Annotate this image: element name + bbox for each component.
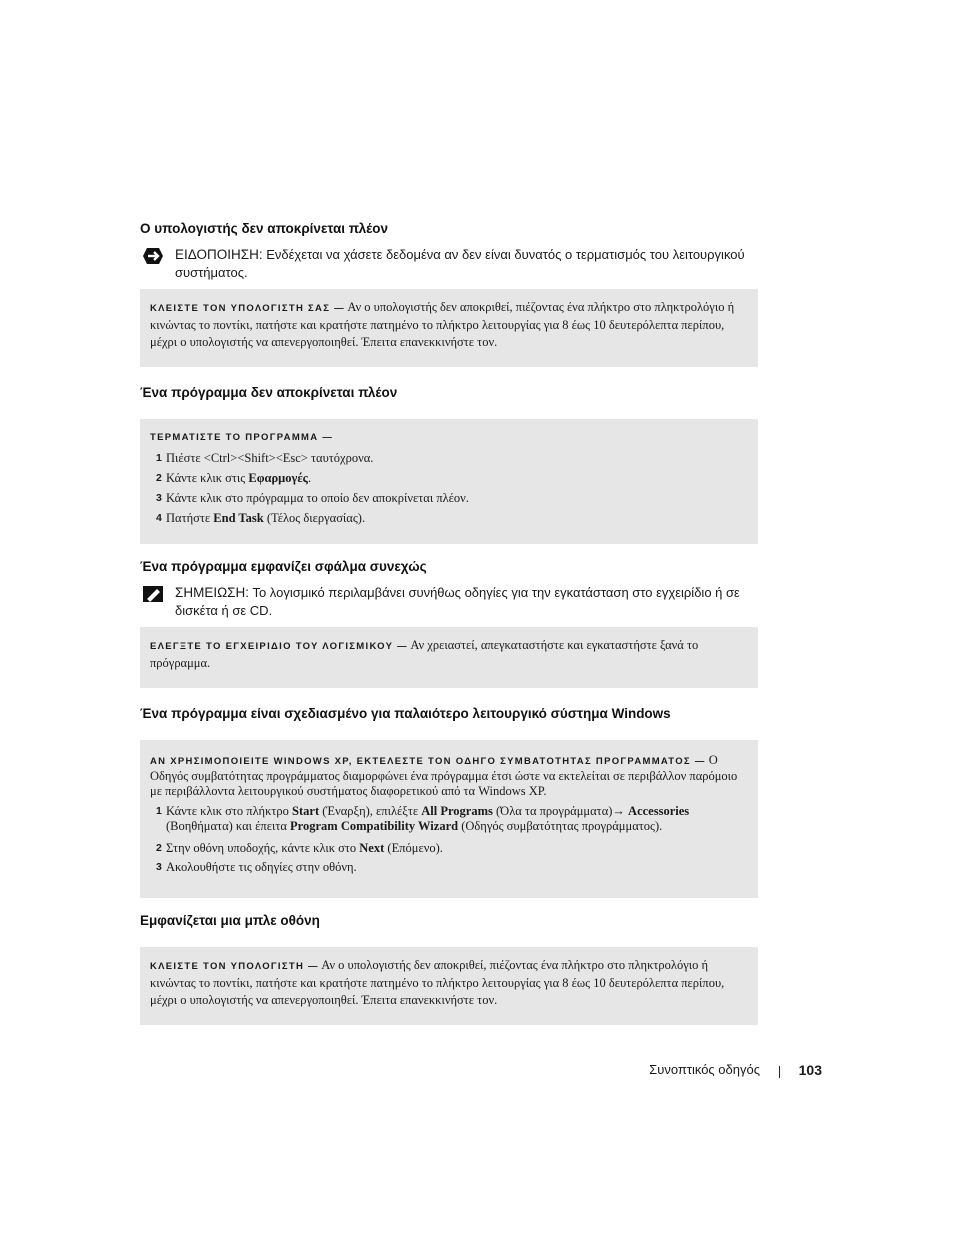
tip-box-check-manual	[140, 627, 758, 688]
footer-title: Συνοπτικός οδηγός	[649, 1062, 760, 1077]
tip-box-shutdown-blue-screen	[140, 947, 758, 1025]
warning-icon	[142, 247, 164, 265]
arrow-icon: →	[612, 804, 625, 818]
step-item: 1 Πιέστε <Ctrl><Shift><Esc> ταυτόχρονα.	[156, 451, 374, 465]
step-item: 1 Κάντε κλικ στο πλήκτρο Start (Έναρξη), επιλέξτε All Programs (Όλα τα προγράμματα)→ Accessories (Βοηθήματα) και έπειτα Program Compatibility Wizard (Οδηγός συμβατότητας προγράμματος).	[156, 804, 690, 833]
tip-caption: ΑΝ ΧΡΗΣΙΜΟΠΟΙΕΙΤΕ WINDOWS XP, ΕΚΤΕΛΕΣΤΕ ΤΟΝ ΟΔΗΓΟ ΣΥΜΒΑΤΟΤΗΤΑΣ ΠΡΟΓΡΑΜΜΑΤΟΣ —	[150, 756, 706, 767]
note-pencil-icon	[142, 585, 164, 603]
tip-caption: ΕΛΕΓΞΤΕ ΤΟ ΕΓΧΕΙΡΙΔΙΟ ΤΟΥ ΛΟΓΙΣΜΙΚΟΥ —	[150, 641, 408, 652]
step-item: 3 Κάντε κλικ στο πρόγραμμα το οποίο δεν αποκρίνεται πλέον.	[156, 491, 469, 505]
tip-caption: ΚΛΕΙΣΤΕ ΤΟΝ ΥΠΟΛΟΓΙΣΤΗ ΣΑΣ —	[150, 303, 345, 314]
tip-box-end-program	[140, 419, 758, 544]
tip-text: Ο Οδηγός συμβατότητας προγράμματος διαμορφώνει ένα πρόγραμμα έτσι ώστε να εκτελείται σε περιβάλλον παρόμοιο με περιβάλλοντα λειτουργικού συστήματος διαφορετικού από τα Windows XP.	[150, 753, 738, 798]
tip-box-compatibility-wizard	[140, 740, 758, 898]
section-heading-blue-screen: Εμφανίζεται μια μπλε οθόνη	[140, 913, 320, 928]
footer-divider	[779, 1066, 780, 1078]
section-heading-program-crashes: Ένα πρόγραμμα εμφανίζει σφάλμα συνεχώς	[140, 559, 427, 574]
tip-text: Αν χρειαστεί, απεγκαταστήστε και εγκαταστήστε ξανά το πρόγραμμα.	[150, 638, 699, 670]
step-item: 4 Πατήστε End Task (Τέλος διεργασίας).	[156, 511, 366, 525]
section-heading-older-windows-program: Ένα πρόγραμμα είναι σχεδιασμένο για παλαιότερο λειτουργικό σύστημα Windows	[140, 706, 671, 721]
tip-text: Αν ο υπολογιστής δεν αποκριθεί, πιέζοντας ένα πλήκτρο στο πληκτρολόγιο ή κινώντας το ποντίκι, πατήστε και κρατήστε πατημένο το πλήκτρο λειτουργίας για 8 έως 10 δευτερόλεπτα περίπου, μέχρι ο υπολογιστής να απενεργοποιηθεί. Έπειτα επανεκκινήστε τον.	[150, 300, 735, 349]
section-heading-program-not-responding: Ένα πρόγραμμα δεν αποκρίνεται πλέον	[140, 385, 398, 400]
page-footer	[560, 1062, 822, 1082]
section-heading-computer-not-responding: Ο υπολογιστής δεν αποκρίνεται πλέον	[140, 221, 388, 236]
step-item: 2 Στην οθόνη υποδοχής, κάντε κλικ στο Next (Επόμενο).	[156, 841, 443, 855]
page-number: 103	[798, 1062, 822, 1078]
tip-box-shutdown	[140, 289, 758, 367]
notice-callout	[140, 246, 760, 282]
tip-caption: ΚΛΕΙΣΤΕ ΤΟΝ ΥΠΟΛΟΓΙΣΤΗ —	[150, 961, 319, 972]
notice-label: ΕΙΔΟΠΟΙΗΣΗ:	[175, 247, 263, 262]
step-item: 3 Ακολουθήστε τις οδηγίες στην οθόνη.	[156, 860, 357, 874]
notice-text: Ενδέχεται να χάσετε δεδομένα αν δεν είναι δυνατός ο τερματισμός του λειτουργικού συστήματος.	[175, 247, 745, 280]
note-label: ΣΗΜΕΙΩΣΗ:	[175, 585, 250, 600]
step-item: 2 Κάντε κλικ στις Εφαρμογές.	[156, 471, 312, 485]
tip-caption: ΤΕΡΜΑΤΙΣΤΕ ΤΟ ΠΡΟΓΡΑΜΜΑ —	[150, 432, 334, 443]
note-text: Το λογισμικό περιλαμβάνει συνήθως οδηγίες για την εγκατάσταση στο εγχειρίδιο ή σε δισκέτα ή σε CD.	[175, 585, 740, 618]
note-callout	[140, 584, 760, 620]
tip-text: Αν ο υπολογιστής δεν αποκριθεί, πιέζοντας ένα πλήκτρο στο πληκτρολόγιο ή κινώντας το ποντίκι, πατήστε και κρατήστε πατημένο το πλήκτρο λειτουργίας για 8 έως 10 δευτερόλεπτα περίπου, μέχρι ο υπολογιστής να απενεργοποιηθεί. Έπειτα επανεκκινήστε τον.	[150, 958, 725, 1007]
